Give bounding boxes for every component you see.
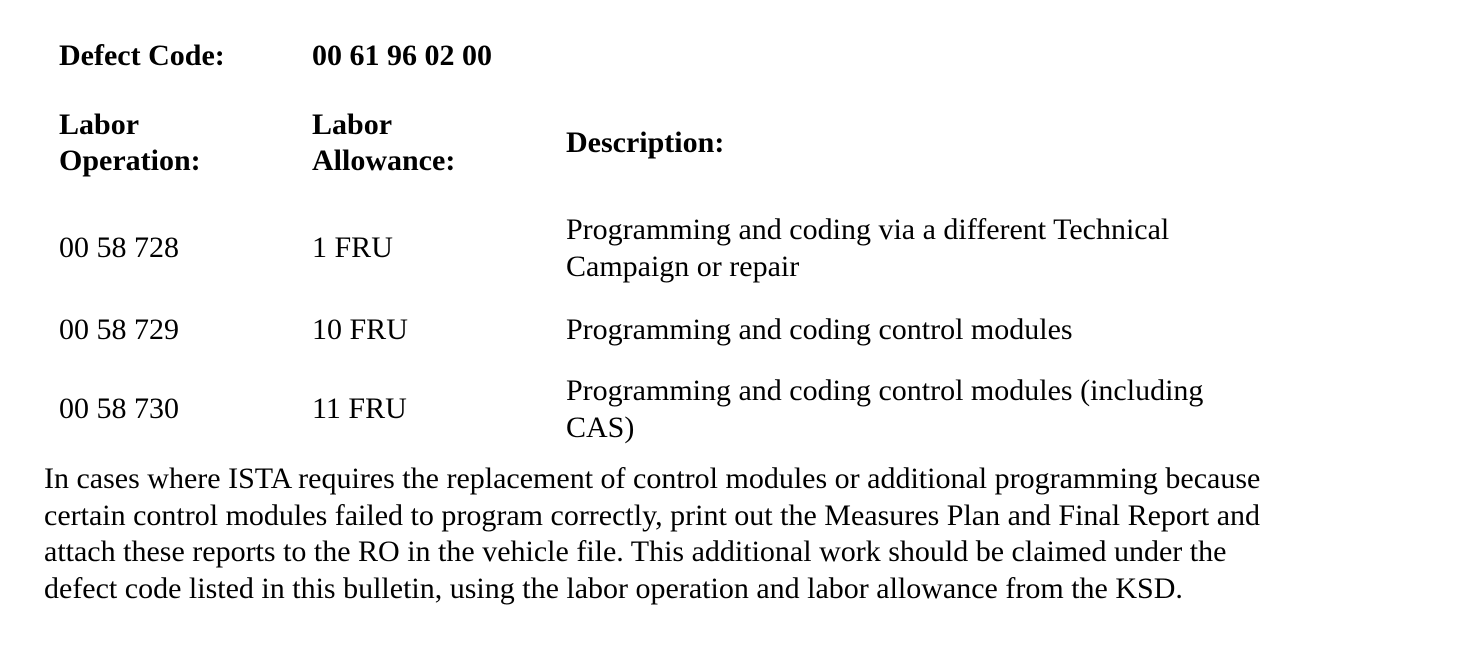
row-1-description: Programming and coding via a different Technical Campaign or repair [566, 213, 1170, 283]
header-description: Description: [566, 126, 725, 159]
row-1-labor-allowance: 1 FRU [312, 231, 393, 264]
defect-code-label: Defect Code: [59, 39, 225, 72]
row-3-labor-allowance: 11 FRU [312, 392, 407, 425]
body-paragraph: In cases where ISTA requires the replacement of control modules or additional programming because certain control modules failed to program correctly, print out the Measures Plan and Final Report and attach these reports to the RO in the vehicle file. This additional work should be claimed under the defect code listed in this bulletin, using the labor operation and labor allowance from the KSD. [44, 462, 1261, 605]
row-2-labor-allowance: 10 FRU [312, 313, 408, 346]
row-3-description: Programming and coding control modules (including CAS) [566, 374, 1204, 444]
header-labor-allowance: Labor Allowance: [312, 108, 456, 177]
defect-code-value: 00 61 96 02 00 [312, 39, 492, 72]
row-2-labor-operation: 00 58 729 [59, 313, 179, 346]
row-2-description: Programming and coding control modules [566, 313, 1073, 346]
row-1-labor-operation: 00 58 728 [59, 231, 179, 264]
row-3-labor-operation: 00 58 730 [59, 392, 179, 425]
header-labor-operation: Labor Operation: [59, 108, 201, 177]
